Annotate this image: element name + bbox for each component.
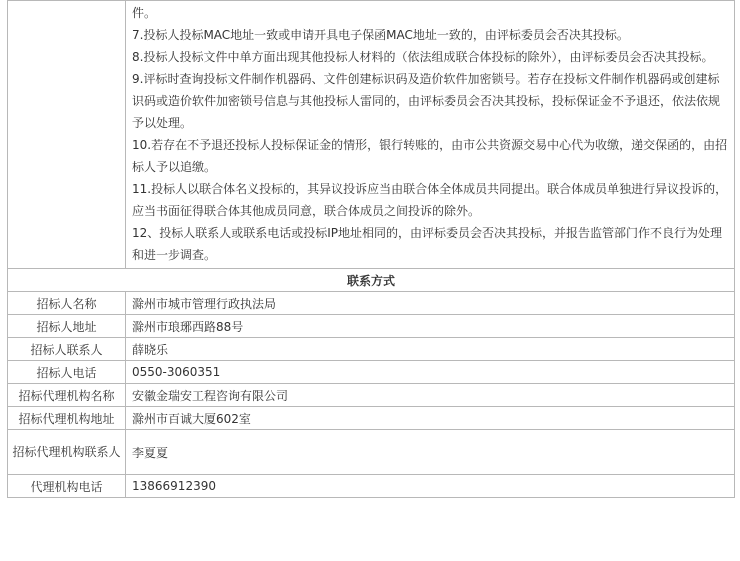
field-value: 滁州市琅琊西路88号 — [126, 315, 735, 338]
field-label: 招标人电话 — [8, 361, 126, 384]
notes-row — [8, 1, 735, 269]
field-label: 招标代理机构名称 — [8, 384, 126, 407]
table-row — [8, 292, 735, 315]
field-value: 安徽金瑞安工程咨询有限公司 — [126, 384, 735, 407]
table-row — [8, 407, 735, 430]
note-paragraph: 9.评标时查询投标文件制作机器码、文件创建标识码及造价软件加密锁号。若存在投标文件制作机器码或创建标识码或造价软件加密锁号信息与其他投标人雷同的，由评标委员会否决其投标，投标保证金不予退还，依法依规予以处理。 — [132, 72, 721, 130]
note-paragraph: 件。 — [132, 6, 157, 20]
table-row — [8, 338, 735, 361]
field-label: 代理机构电话 — [8, 475, 126, 498]
field-label: 招标人地址 — [8, 315, 126, 338]
table-row — [8, 361, 735, 384]
contact-section-title: 联系方式 — [8, 269, 735, 292]
field-label: 招标代理机构联系人 — [8, 430, 126, 475]
note-paragraph: 11.投标人以联合体名义投标的，其异议投诉应当由联合体全体成员共同提出。联合体成员单独进行异议投诉的，应当书面征得联合体其他成员同意，联合体成员之间投诉的除外。 — [132, 182, 728, 218]
note-paragraph: 8.投标人投标文件中单方面出现其他投标人材料的（依法组成联合体投标的除外），由评标委员会否决其投标。 — [132, 50, 714, 64]
notes-cell — [126, 1, 735, 269]
field-value: 薛晓乐 — [126, 338, 735, 361]
section-title-row — [8, 269, 735, 292]
field-label: 招标代理机构地址 — [8, 407, 126, 430]
field-label: 招标人联系人 — [8, 338, 126, 361]
table-row — [8, 430, 735, 475]
table-row — [8, 315, 735, 338]
notice-table — [7, 0, 735, 498]
note-paragraph: 10.若存在不予退还投标人投标保证金的情形，银行转账的，由市公共资源交易中心代为收缴，递交保函的，由招标人予以追缴。 — [132, 138, 728, 174]
field-value: 李夏夏 — [126, 430, 735, 475]
field-label: 招标人名称 — [8, 292, 126, 315]
field-value: 滁州市城市管理行政执法局 — [126, 292, 735, 315]
field-value: 0550-3060351 — [126, 361, 735, 384]
field-value: 滁州市百诚大厦602室 — [126, 407, 735, 430]
note-paragraph: 12、投标人联系人或联系电话或投标IP地址相同的，由评标委员会否决其投标，并报告监管部门作不良行为处理和进一步调查。 — [132, 226, 723, 262]
table-row — [8, 475, 735, 498]
note-paragraph: 7.投标人投标MAC地址一致或申请开具电子保函MAC地址一致的，由评标委员会否决其投标。 — [132, 28, 629, 42]
field-value: 13866912390 — [126, 475, 735, 498]
table-row — [8, 384, 735, 407]
notes-label-cell — [8, 1, 126, 269]
